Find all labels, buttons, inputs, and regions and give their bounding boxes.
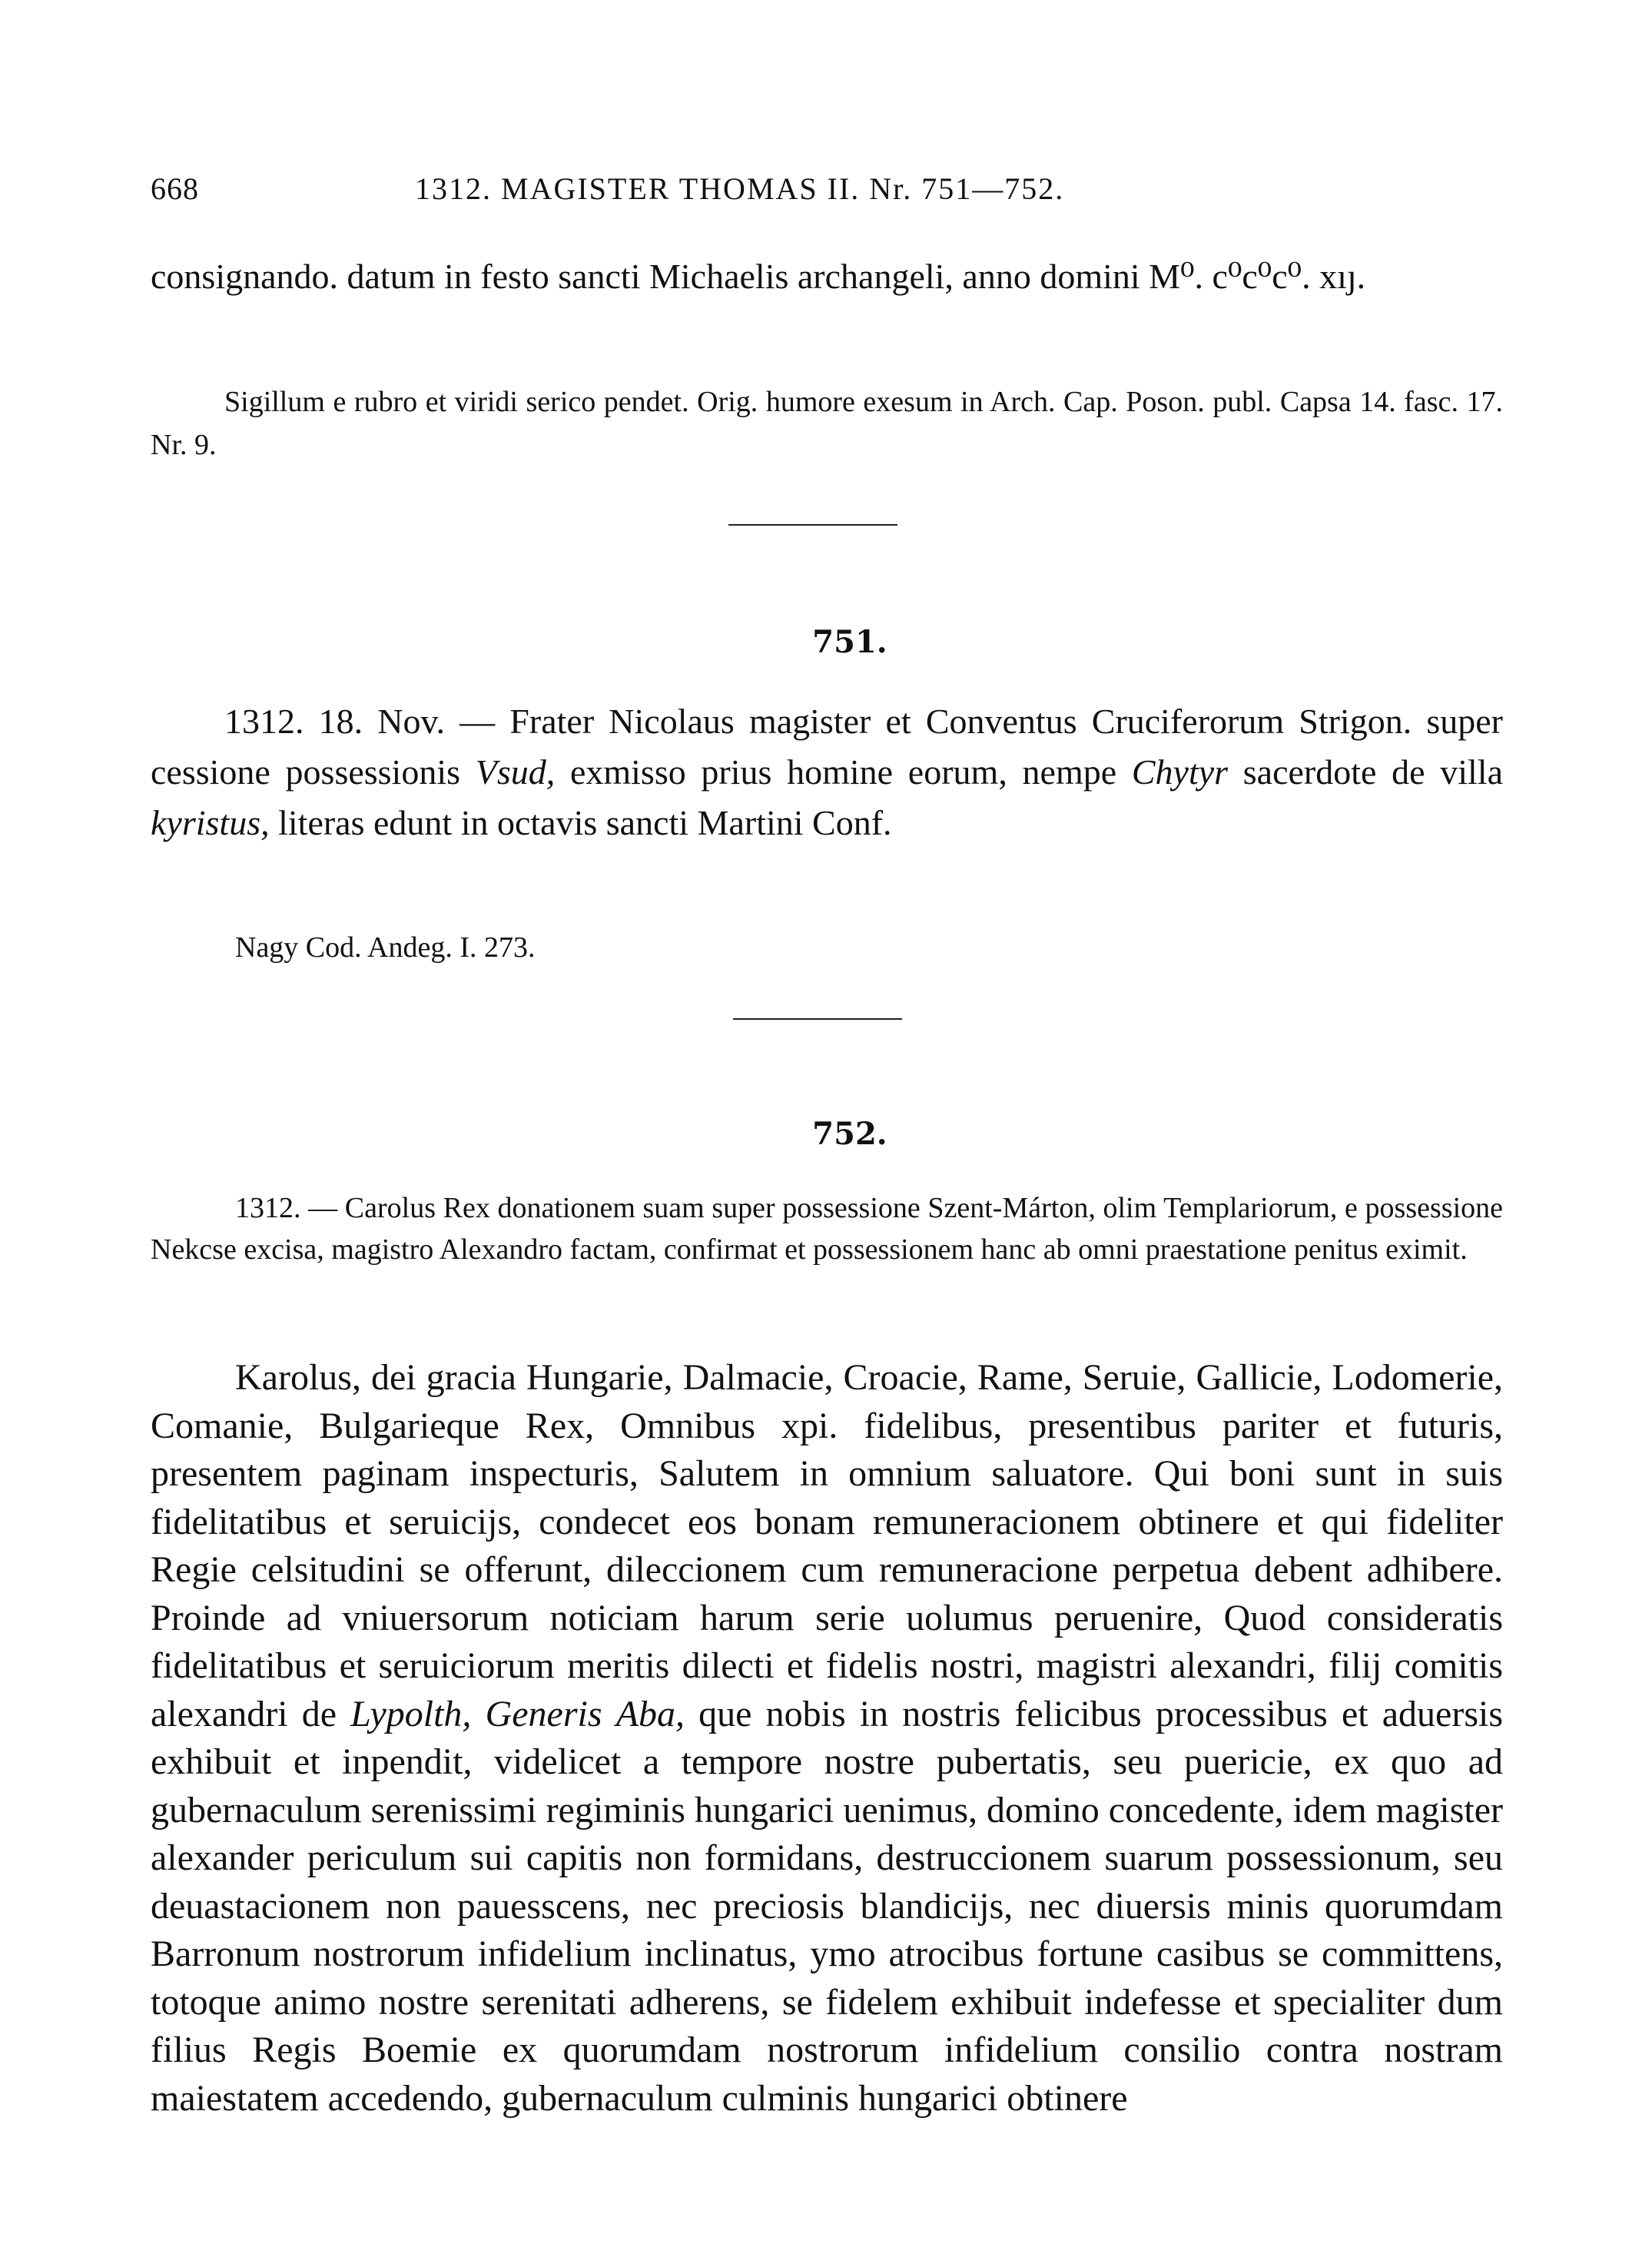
entry-number-752: 752. bbox=[812, 1116, 887, 1152]
source-751 bbox=[151, 926, 1587, 969]
regest-751-part2: exmisso prius homine eorum, nempe bbox=[555, 752, 1132, 792]
charter-text bbox=[151, 1354, 1503, 2123]
regest-751-text bbox=[151, 696, 1503, 848]
seal-note bbox=[151, 380, 1503, 466]
clan-aba: Aba, bbox=[615, 1693, 685, 1734]
regest-751-part4: literas edunt in octavis sancti Martini Conf. bbox=[269, 803, 892, 842]
continuation-text: consignando. datum in festo sancti Michaelis archangeli, anno domini M⁰. c⁰c⁰c⁰. xıȷ. bbox=[151, 257, 1366, 296]
regest-751-part3: sacerdote de villa bbox=[1228, 752, 1503, 792]
page-number: 668 bbox=[151, 171, 199, 206]
section-divider bbox=[728, 524, 897, 526]
word-generis: Generis bbox=[485, 1693, 602, 1734]
place-kyristus: kyristus, bbox=[151, 803, 270, 842]
regest-752-text: 1312. — Carolus Rex donationem suam super possessione Szent-Márton, olim Templariorum, e possessione Nekcse excisa, magistro Alexandro factam, confirmat et possessionem hanc ab omni praestatione penitus eximit. bbox=[151, 1192, 1503, 1266]
section-divider bbox=[733, 1018, 902, 1020]
document-page bbox=[151, 0, 1503, 2267]
regest-751-part1: 1312. 18. Nov. — Frater Nicolaus magister et Conventus Cruciferorum Strigon. super cessione possessionis bbox=[151, 702, 1503, 792]
continuation-paragraph bbox=[151, 254, 1503, 300]
place-vsud: Vsud, bbox=[475, 752, 556, 792]
charter-part1: Karolus, dei gracia Hungarie, Dalmacie, Croacie, Rame, Seruie, Gallicie, Lodomerie, Comanie, Bulgarieque Rex, Omnibus xpi. fidelibus, presentibus pariter et futuris, presentem paginam inspecturis, Salutem in omnium saluatore. Qui boni sunt in suis fidelitatibus et seruicijs, condecet eos bonam remuneracionem obtinere et qui fideliter Regie celsitudini se offerunt, dileccionem cum remuneracione perpetua debent adhibere. Proinde ad vniuersorum noticiam harum serie uolumus peruenire, Quod consideratis fidelitatibus et seruiciorum meritis dilecti et fidelis nostri, magistri alexandri, filij comitis alexandri de bbox=[151, 1357, 1503, 1734]
source-751-text: Nagy Cod. Andeg. I. 273. bbox=[235, 931, 536, 964]
charter-paragraph bbox=[151, 1354, 1503, 2123]
regest-751 bbox=[151, 696, 1503, 848]
entry-number-751: 751. bbox=[812, 624, 887, 660]
regest-752 bbox=[151, 1187, 1503, 1270]
seal-note-text: Sigillum e rubro et viridi serico pendet. Orig. humore exesum in Arch. Cap. Poson. publ. Capsa 14. fasc. 17. Nr. 9. bbox=[151, 386, 1503, 461]
person-chytyr: Chytyr bbox=[1131, 752, 1229, 792]
running-header bbox=[151, 171, 1503, 217]
place-lypolth: Lypolth, bbox=[350, 1693, 472, 1734]
header-title: 1312. MAGISTER THOMAS II. Nr. 751—752. bbox=[415, 171, 1065, 206]
charter-part2: que nobis in nostris felicibus processibus et aduersis exhibuit et inpendit, videlicet a tempore nostre pubertatis, seu puericie, ex quo ad gubernaculum serenissimi regiminis hungarici uenimus, domino concedente, idem magister alexander periculum sui capitis non formidans, destruccionem suarum possessionum, seu deuastacionem non pauesscens, nec preciosis blandicijs, nec diuersis minis quorumdam Barronum nostrorum infidelium inclinatus, ymo atrocibus fortune casibus se committens, totoque animo nostre serenitati adherens, se fidelem exhibuit indefesse et specialiter dum filius Regis Boemie ex quorumdam nostrorum infidelium consilio contra nostram maiestatem accedendo, gubernaculum culminis hungarici obtinere bbox=[151, 1693, 1504, 2119]
